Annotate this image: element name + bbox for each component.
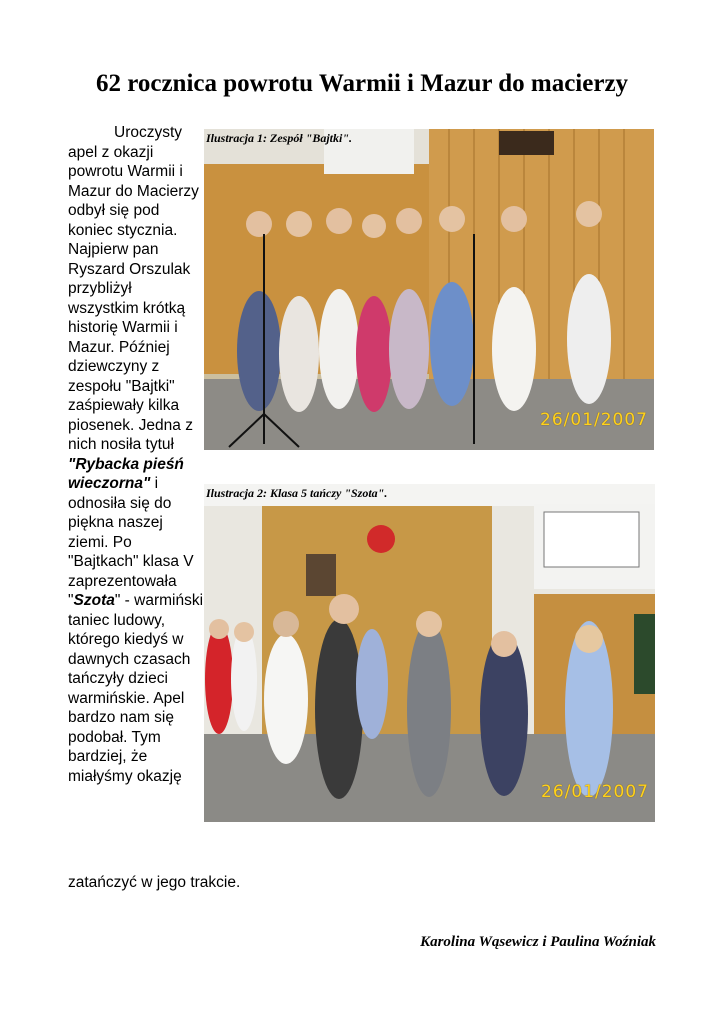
photo-bajtki-image <box>204 129 654 450</box>
article-body <box>68 123 204 786</box>
date-stamp: 26/01/2007 <box>540 410 648 430</box>
text-part-2: i odnosiła się do piękna naszej ziemi. Po "Bajtkach" klasa V zaprezentowała " <box>68 475 194 609</box>
photo-szota <box>204 484 655 822</box>
photo-caption: Ilustracja 2: Klasa 5 tańczy "Szota". <box>206 486 388 500</box>
photo-szota-image <box>204 484 655 822</box>
article-tail: zatańczyć w jego trakcie. <box>68 874 241 891</box>
dance-name: Szota <box>73 592 115 609</box>
photo-bajtki <box>204 129 654 450</box>
page-title: 62 rocznica powrotu Warmii i Mazur do macierzy <box>95 70 629 97</box>
text-part-3: " - warmiński taniec ludowy, którego kiedyś w dawnych czasach tańczyły dzieci warmińskie. Apel bardzo nam się podobał. Tym bardziej, że miałyśmy okazję <box>68 592 204 785</box>
date-stamp: 26/01/2007 <box>541 782 649 802</box>
author-signature: Karolina Wąsewicz i Paulina Woźniak <box>420 934 656 950</box>
photo-caption: Ilustracja 1: Zespół "Bajtki". <box>206 131 352 145</box>
article-paragraph <box>68 123 204 786</box>
text-part-1: Uroczysty apel z okazji powrotu Warmii i Mazur do Macierzy odbył się pod koniec stycznia. Najpierw pan Ryszard Orszulak przybliżył wszystkim krótką historię Warmii i Mazur. Później dziewczyny z zespołu "Bajtki" zaśpiewały kilka piosenek. Jedna z nich nosiła tytuł <box>68 124 199 453</box>
song-title: "Rybacka pieśń wieczorna" <box>68 455 184 492</box>
